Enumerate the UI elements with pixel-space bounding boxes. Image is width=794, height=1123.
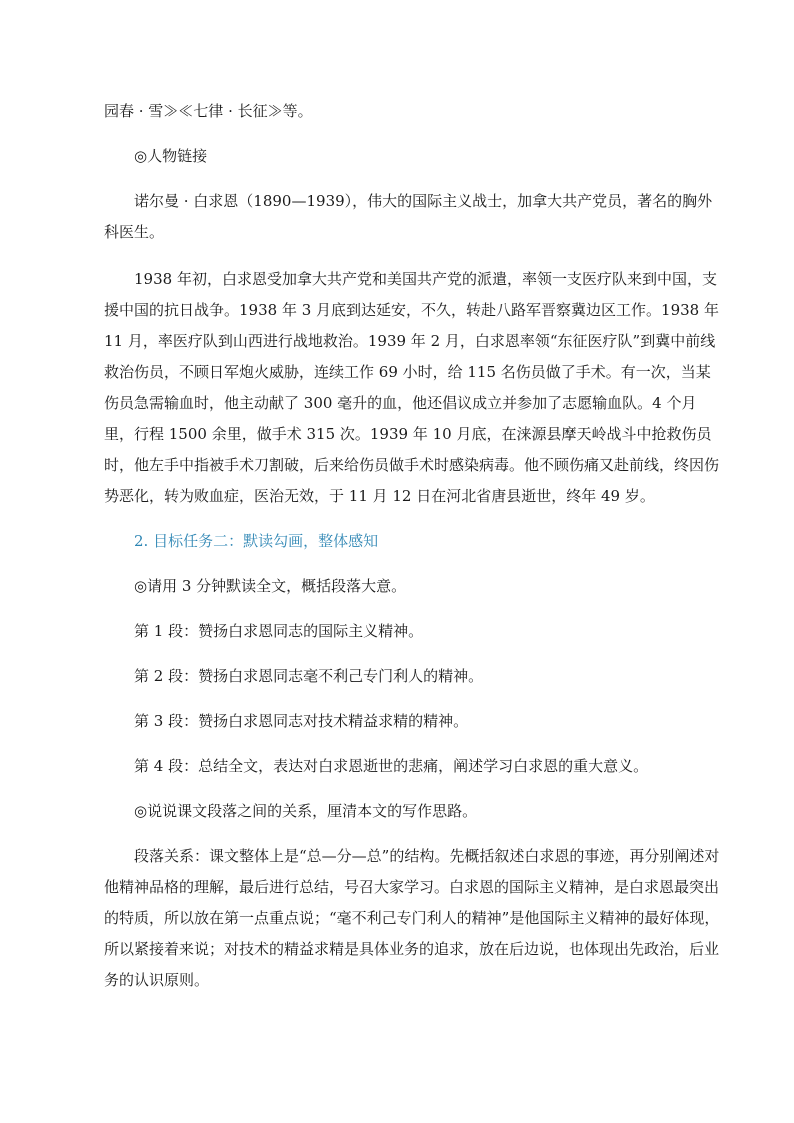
- structure-analysis-paragraph: 段落关系：课文整体上是“总—分—总”的结构。先概括叙述白求恩的事迹，再分别阐述对他精神品格的理解，最后进行总结，号召大家学习。白求恩的国际主义精神，是白求恩最突出的特质，所以放在第一点重点说；“毫不利己专门利人的精神”是他国际主义精神的最好体现，所以紧接着来说；对技术的精益求精是具体业务的追求，放在后边说，也体现出先政治，后业务的认识原则。: [104, 847, 720, 989]
- paragraph-summary-1: 第 1 段：赞扬白求恩同志的国际主义精神。: [134, 622, 424, 640]
- poem-titles-line: 园春 · 雪≫≪七律 · 长征≫等。: [104, 102, 313, 120]
- structure-question: ◎说说课文段落之间的关系，厘清本文的写作思路。: [134, 802, 478, 820]
- paragraph-summary-3: 第 3 段：赞扬白求恩同志对技术精益求精的精神。: [134, 712, 469, 730]
- paragraph-summary-2: 第 2 段：赞扬白求恩同志毫不利己专门利人的精神。: [134, 667, 484, 685]
- bethune-biography-paragraph: 1938 年初，白求恩受加拿大共产党和美国共产党的派遣，率领一支医疗队来到中国，支援中国的抗日战争。1938 年 3 月底到达延安，不久，转赴八路军晋察冀边区工作。1938 年 11 月，率医疗队到山西进行战地救治。1939 年 2 月，白求恩率领“东征医疗队”到冀中前线救治伤员，不顾日军炮火威胁，连续工作 69 小时，给 115 名伤员做了手术。有一次，当某伤员急需输血时，他主动献了 300 毫升的血，他还倡议成立并参加了志愿输血队。4 个月里，行程 1500 余里，做手术 315 次。1939 年 10 月底，在涞源县摩天岭战斗中抢救伤员时，他左手中指被手术刀割破，后来给伤员做手术时感染病毒。他不顾伤痛又赴前线，终因伤势恶化，转为败血症，医治无效，于 11 月 12 日在河北省唐县逝世，终年 49 岁。: [104, 270, 720, 505]
- paragraph-summary-4: 第 4 段：总结全文，表达对白求恩逝世的悲痛，阐述学习白求恩的重大意义。: [134, 757, 649, 775]
- document-body: [104, 96, 722, 996]
- bethune-intro-paragraph: 诺尔曼 · 白求恩（1890—1939），伟大的国际主义战士，加拿大共产党员，著名的胸外科医生。: [104, 192, 713, 241]
- section-label-character-link: ◎人物链接: [134, 147, 208, 165]
- task-two-heading: 2. 目标任务二：默读勾画，整体感知: [134, 532, 379, 550]
- reading-instruction: ◎请用 3 分钟默读全文，概括段落大意。: [134, 577, 407, 595]
